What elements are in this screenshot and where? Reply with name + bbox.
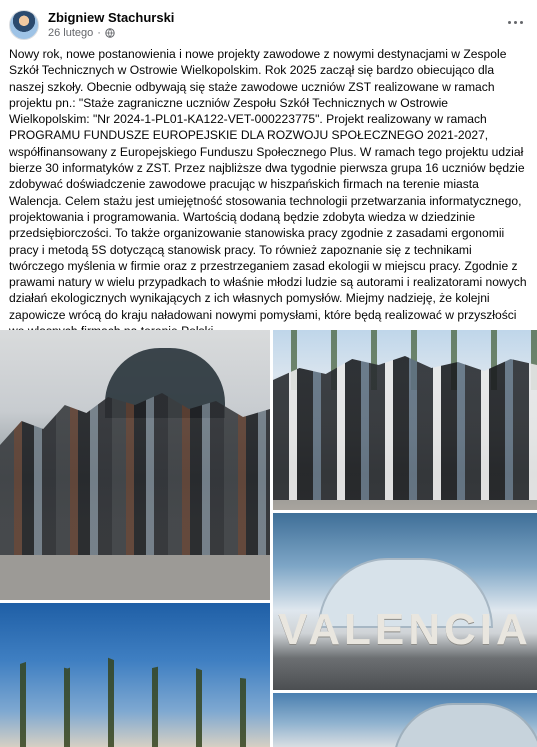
post-text: Nowy rok, nowe postanowienia i nowe projekty zawodowe z nowymi destynacjami w Zespole Szkół Technicznych w Ostrowie Wielkopolskim. Rok 2025 zaczął się bardzo obiecująco dla naszej szkoły. Obecnie odbywają się staże zawodowe uczniów ZST realizowane w ramach projektu pn.: "Staże zagraniczne uczniów Zespołu Szkół Technicznych w Ostrowie Wielkopolskim: "Nr 2024-1-PL01-KA122-VET-000223775". Projekt realizowany w ramach PROGRAMU FUNDUSZE EUROPEJSKIE DLA ROZWOJU SPOŁECZNEGO 2021-2027, współfinansowany z Europejskiego Funduszu Społecznego Plus. W ramach tego projektu udział bierze 30 informatyków z ZST. Przez najbliższe dwa tygodnie pierwsza grupa 16 uczniów będzie zdobywać doświadczenie zawodowe pracując w hiszpańskich firmach na terenie miasta Walencja. Celem stażu jest umiejętność stosowania technologii przetwarzania informatycznego, projektowania i programowania. Wartością dodaną będzie zdobyta wiedza w dziedzinie przedsiębiorczości. To także organizowanie stanowiska pracy zgodnie z zasadami ergonomii pracy i metodą 5S dotyczącą stanowisk pracy. To również zapoznanie się z technikami twórczego myślenia w firmie oraz z przestrzeganiem zasad ekologii w miejscu pracy. Zgodnie z prawami natury w wielu przypadkach to właśnie młodzi ludzie są autorami i realizatorami nowych działań ekologicznych wynikających z ich własnych pomysłów. Miejmy nadzieję, że kolejni zapowicze wrócą do kraju naładowani nowymi pomysłami, które będą realizować w przyszłości — [9, 47, 527, 322]
author-avatar[interactable] — [9, 10, 39, 40]
pavement — [0, 555, 270, 600]
dome-building — [393, 703, 537, 747]
palm-trees — [0, 638, 270, 747]
valencia-letters: VALENCIA — [278, 605, 532, 654]
separator-dot: · — [97, 27, 101, 39]
photo-dome-evening[interactable] — [273, 693, 537, 747]
photo-group-building-entrance[interactable] — [0, 330, 270, 600]
photo-grid — [0, 330, 537, 747]
author-name[interactable]: Zbigniew Stachurski — [48, 10, 175, 25]
globe-icon — [105, 28, 115, 38]
group-of-students — [273, 350, 537, 500]
photo-palm-avenue[interactable] — [0, 603, 270, 747]
more-horizontal-icon[interactable] — [505, 14, 527, 30]
post-meta — [48, 27, 115, 39]
photo-group-palms[interactable] — [273, 330, 537, 510]
post-date[interactable]: 26 lutego — [48, 27, 94, 39]
post-header — [0, 0, 537, 46]
photo-valencia-sign[interactable] — [273, 513, 537, 690]
